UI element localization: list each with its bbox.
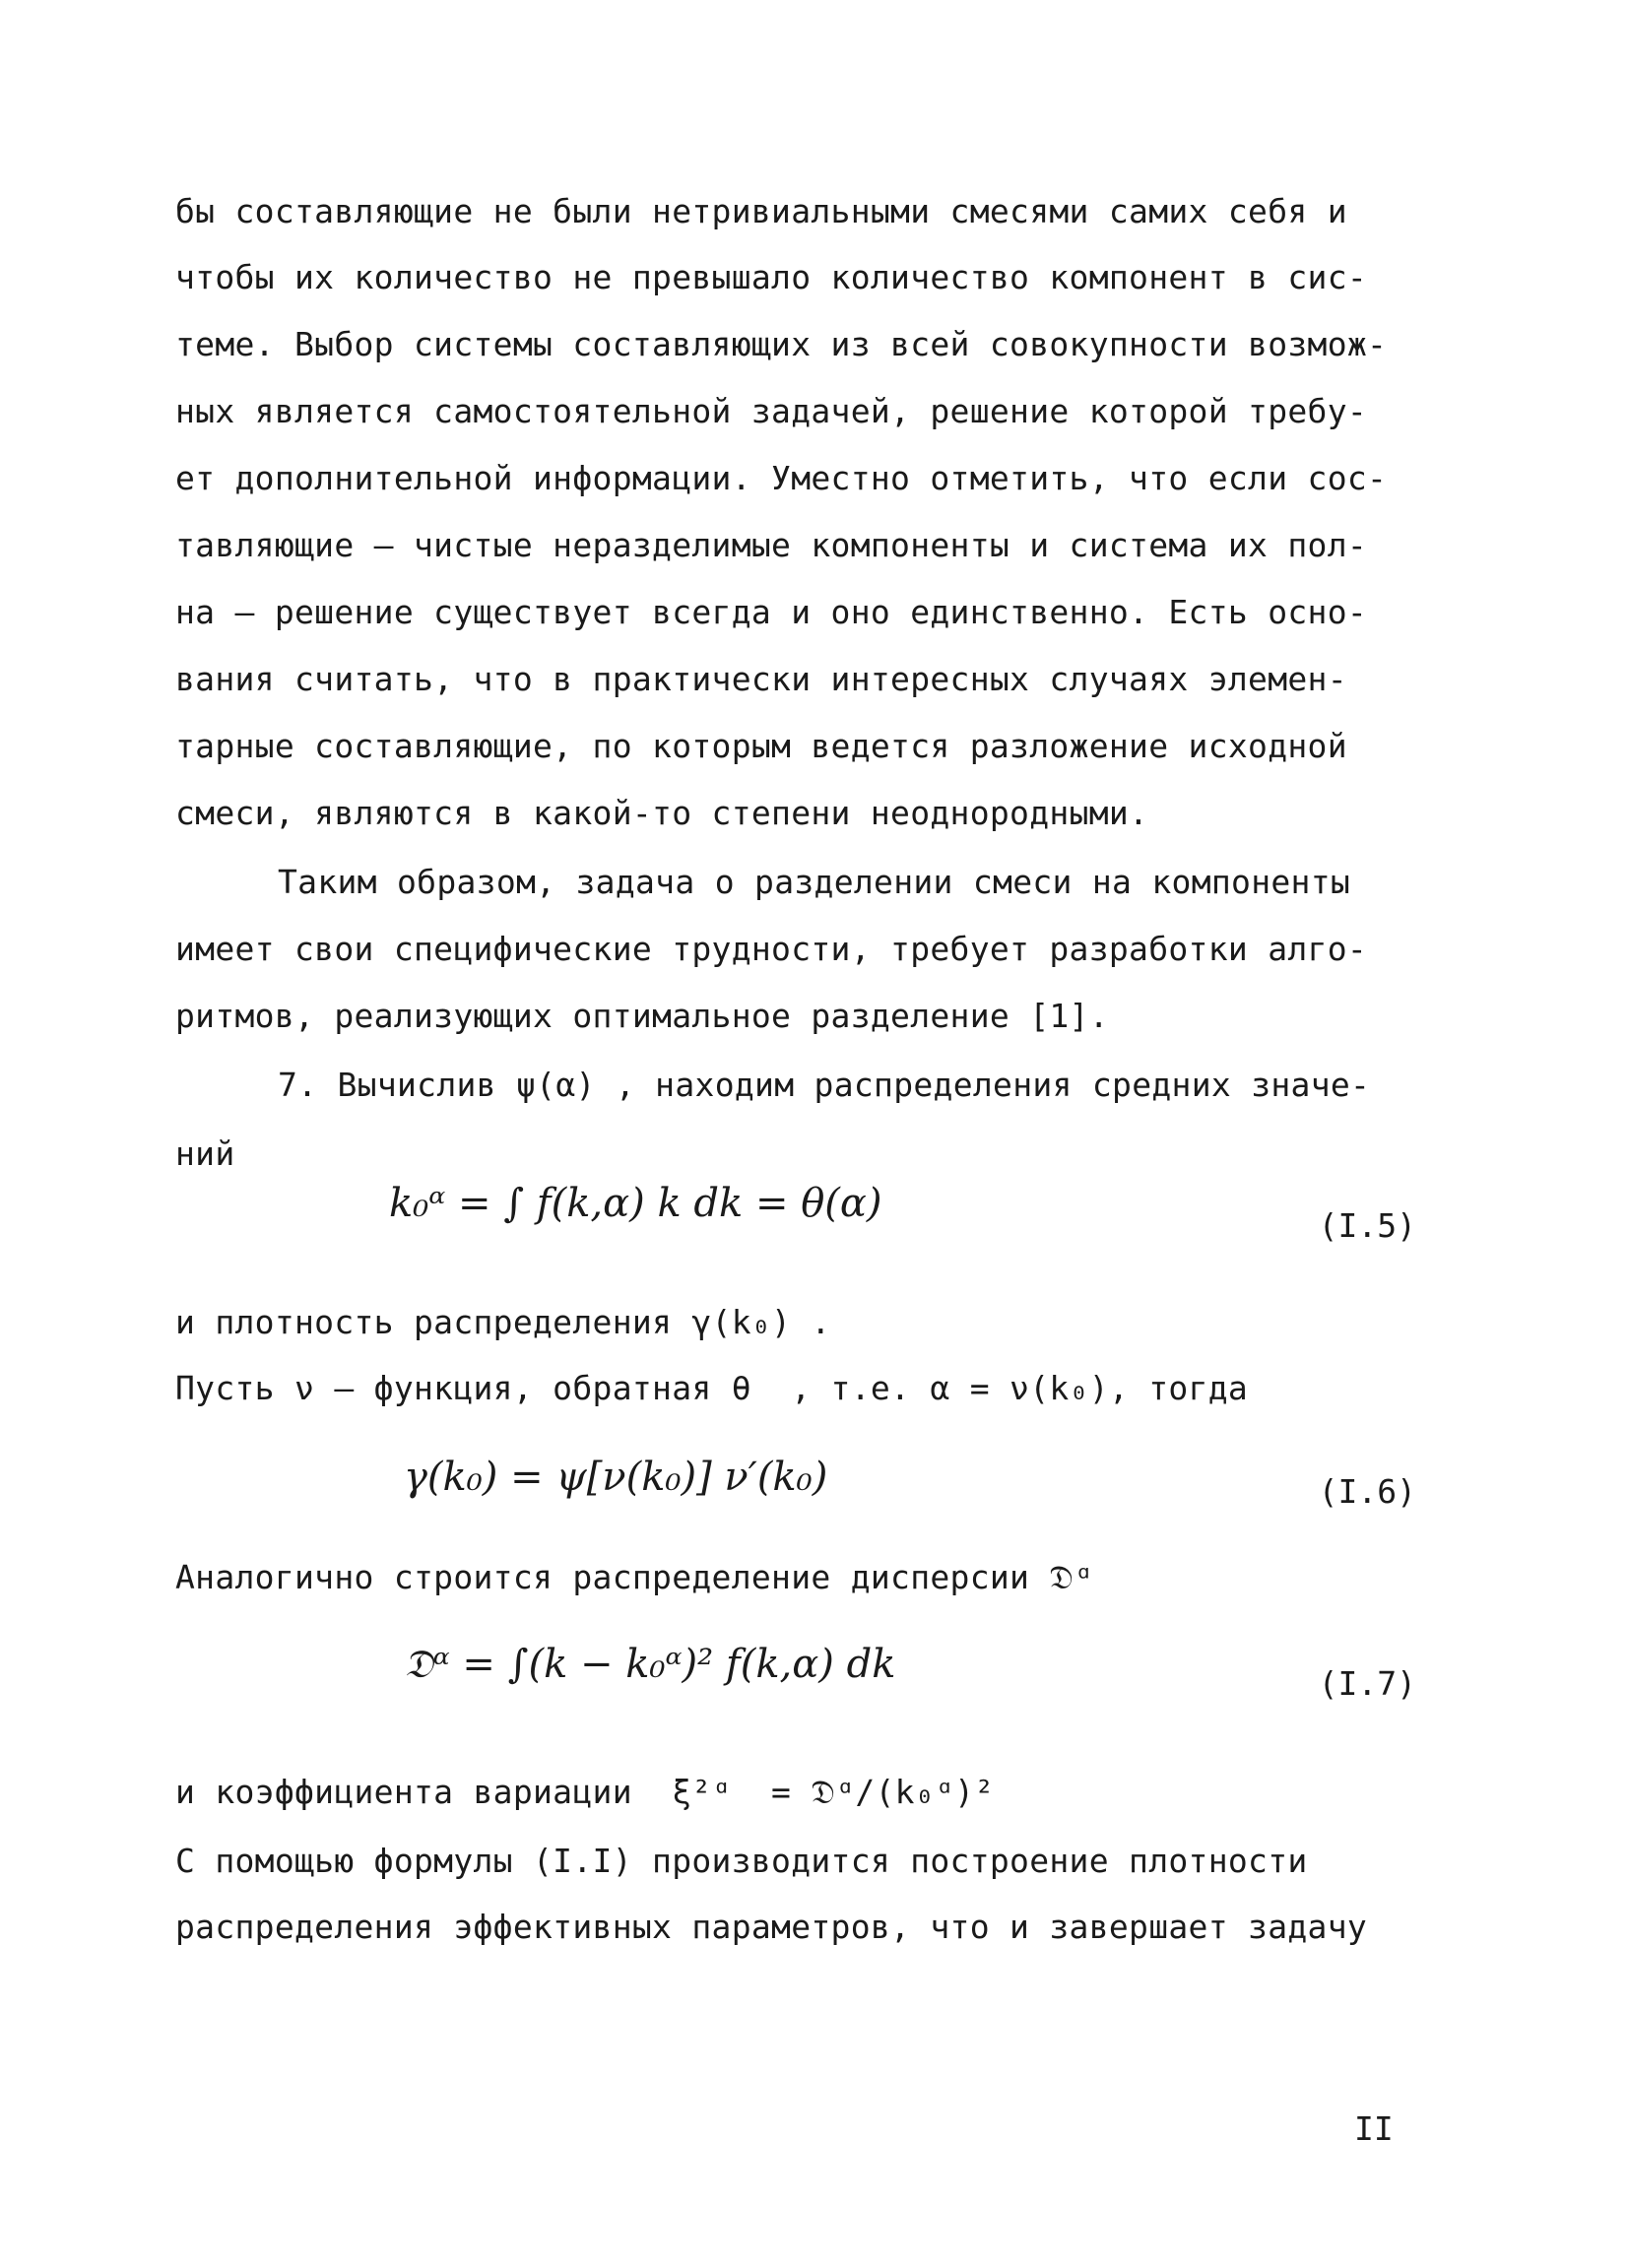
text-line: ет дополнительной информации. Уместно отметить, что если сос- [175, 459, 1388, 497]
equation-number: (I.6) [1318, 1472, 1416, 1511]
text-line: бы составляющие не были нетривиальными смесями самих себя и [175, 192, 1347, 230]
equation-number: (I.5) [1318, 1206, 1416, 1245]
text-line: на – решение существует всегда и оно единственно. Есть осно- [175, 593, 1368, 631]
text-line: С помощью формулы (I.I) производится построение плотности [175, 1842, 1308, 1880]
text-line: вания считать, что в практически интересных случаях элемен- [175, 660, 1347, 698]
page-number: II [1354, 2109, 1394, 2148]
text-line: и коэффициента вариации ξ²ᵅ = 𝔇ᵅ/(k₀ᵅ)² [175, 1773, 995, 1811]
text-line: ний [175, 1134, 235, 1173]
equation-i5: k₀ᵅ = ∫ f(k,α) k dk = θ(α) [389, 1181, 882, 1226]
text-line: Таким образом, задача о разделении смеси на компоненты [278, 863, 1351, 901]
text-line: смеси, являются в какой-то степени неоднородными. [175, 794, 1149, 832]
text-line: тавляющие – чистые неразделимые компоненты и система их пол- [175, 526, 1368, 564]
text-line: ритмов, реализующих оптимальное разделение [1]. [175, 997, 1109, 1035]
text-line: тарные составляющие, по которым ведется разложение исходной [175, 727, 1347, 765]
equation-number: (I.7) [1318, 1664, 1416, 1703]
text-line: Пусть ν – функция, обратная θ , т.е. α = ν(k₀), тогда [175, 1369, 1249, 1407]
text-line: распределения эффективных параметров, что и завершает задачу [175, 1908, 1368, 1946]
text-line: и плотность распределения γ(k₀) . [175, 1303, 831, 1341]
text-line: имеет свои специфические трудности, требует разработки алго- [175, 930, 1368, 968]
equation-i7: 𝔇ᵅ = ∫(k − k₀ᵅ)² f(k,α) dk [404, 1642, 896, 1687]
text-line: 7. Вычислив ψ(α) , находим распределения средних значе- [278, 1066, 1371, 1104]
text-line: ных является самостоятельной задачей, решение которой требу- [175, 392, 1368, 430]
equation-i6: γ(k₀) = ψ[ν(k₀)] ν′(k₀) [404, 1455, 828, 1500]
text-line: чтобы их количество не превышало количество компонент в сис- [175, 258, 1368, 296]
text-line: Аналогично строится распределение дисперсии 𝔇ᵅ [175, 1558, 1094, 1596]
text-line: теме. Выбор системы составляющих из всей совокупности возмож- [175, 325, 1388, 363]
